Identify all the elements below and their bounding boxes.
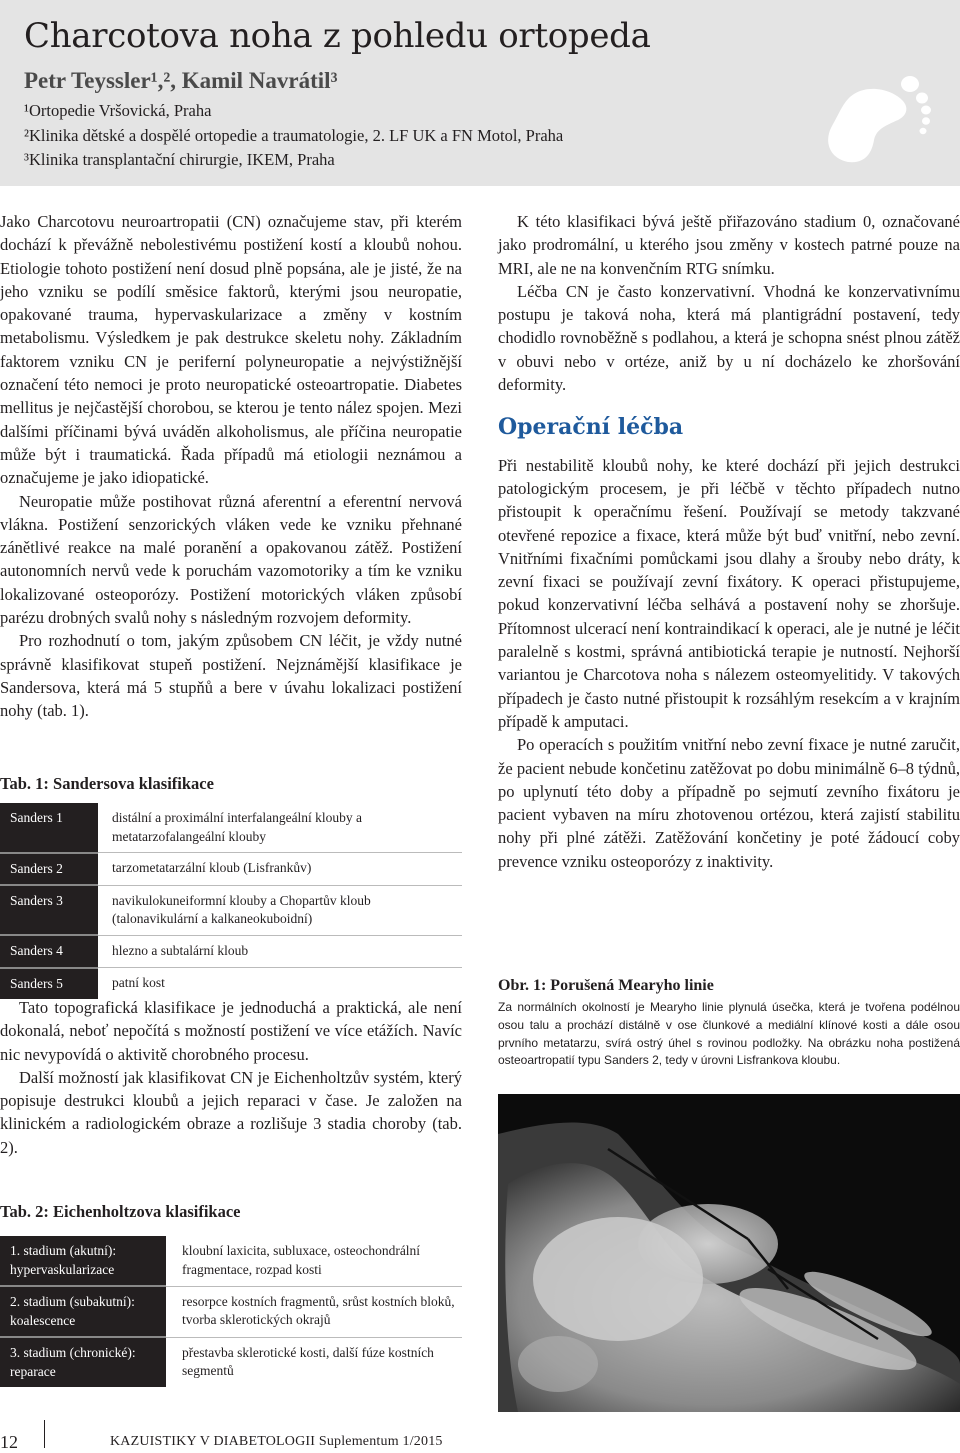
table-row xyxy=(0,1286,462,1337)
paragraph: Další možností jak klasifikovat CN je Eichenholtzův systém, který popisuje destrukci kloubů a jejich reparaci v čase. Je založen na klinickém a radiologickém obraze a rozlišuje 3 stadia choroby (tab. 2). xyxy=(0,1067,462,1157)
table-cell-stage: 2. stadium (subakutní): koalescence xyxy=(0,1286,166,1337)
paragraph: Při nestabilitě kloubů nohy, ke které dochází při jejich destrukci patologickým procesem, je při léčbě v těchto případech nutno přistoupit k operačnímu řešení. Používají se metody takzvané otevřené repozice a fixace, která může být buď vnitřní, nebo zevní. Vnitřními fixačními pomůckami jsou dlahy a šrouby nebo dráty, k zevní fixaci se používají zevní fixátory. K operaci přistupujeme, pokud konzervativní léčba selhává a postavení nohy se zhoršuje. Přítomnost ulcerací není kontraindikací k operaci, ale je nutné je léčit paralelně s kostmi, správná antibiotická terapie je nutností. Nejhorší variantou je Charcotova noha s nálezem osteomyelitidy. V takových případech je často nutné přistoupit k rozsáhlým resekcím a v krajním případě k amputaci. xyxy=(498,455,960,731)
paragraph: K této klasifikaci bývá ještě přiřazováno stadium 0, označované jako prodromální, u kterého jsou změny v kostech patrné pouze na MRI, ale ne na konvenčním RTG snímku. xyxy=(498,212,960,278)
table-1-caption: Tab. 1: Sandersova klasifikace xyxy=(0,774,214,793)
footer-divider xyxy=(44,1420,45,1448)
journal-name: KAZUISTIKY V DIABETOLOGII Suplementum 1/2015 xyxy=(110,1434,443,1449)
affiliation-3: ³Klinika transplantační chirurgie, IKEM, Praha xyxy=(24,150,335,169)
footprint-icon xyxy=(818,70,940,170)
section-heading: Operační léčba xyxy=(498,414,684,441)
table-row xyxy=(0,853,462,886)
affiliation-2: ²Klinika dětské a dospělé ortopedie a traumatologie, 2. LF UK a FN Motol, Praha xyxy=(24,126,564,145)
affiliation-1: ¹Ortopedie Vršovická, Praha xyxy=(24,101,212,120)
table-cell-desc: hlezno a subtalární kloub xyxy=(98,935,462,968)
table-row xyxy=(0,803,462,853)
sanders-table xyxy=(0,803,462,999)
table-cell-desc: kloubní laxicita, subluxace, osteochondrální fragmentace, rozpad kosti xyxy=(182,1243,421,1277)
table-row xyxy=(0,1236,462,1286)
table-cell-stage: 3. stadium (chronické): reparace xyxy=(0,1337,166,1387)
table-cell-stage: 1. stadium (akutní): hypervaskularizace xyxy=(0,1236,166,1286)
column-left xyxy=(0,210,462,723)
table-2-caption: Tab. 2: Eichenholtzova klasifikace xyxy=(0,1202,241,1221)
table-cell-stage: Sanders 4 xyxy=(0,935,98,968)
table-cell-stage: Sanders 1 xyxy=(0,803,98,853)
figure-caption-text: Za normálních okolností je Mearyho linie plynulá úsečka, která je tvořena podélnou osou talu a prochází distálně v ose člunkové a mediální klínové kosti a dále osou prvního metatarzu, svírá ostrý úhel s rovinou podložky. Na obrázku noha postižená osteoartropatií typu Sanders 2, tedy v úrovni Lisfrankova kloubu. xyxy=(498,1000,960,1068)
table-row xyxy=(0,935,462,968)
table-cell-stage: Sanders 3 xyxy=(0,885,98,935)
paragraph: Pro rozhodnutí o tom, jakým způsobem CN léčit, je vždy nutné správně klasifikovat stupeň postižení. Nejznámější klasifikace je Sandersova, která má 5 stupňů a bere v úvahu lokalizaci postižení nohy (tab. 1). xyxy=(0,631,462,721)
eichenholtz-table xyxy=(0,1236,462,1387)
table-cell-desc: patní kost xyxy=(98,968,462,1000)
paragraph: Léčba CN je často konzervativní. Vhodná ke konzervativnímu postupu je taková noha, která má plantigrádní postavení, tedy chodidlo rovnoběžně s podlahou, a která je schopna snést plnou zátěž v obuvi nebo v ortéze, aniž by u ní docházelo ke zhoršování deformity. xyxy=(498,281,960,395)
column-right xyxy=(498,210,960,873)
authors: Petr Teyssler¹,², Kamil Navrátil³ xyxy=(24,68,338,93)
article-header xyxy=(0,0,960,186)
table-row xyxy=(0,885,462,935)
figure-caption xyxy=(498,977,960,1070)
paragraph: Neuropatie může postihovat různá aferentní a eferentní nervová vlákna. Postižení senzorických vláken vede ke vzniku přehnané zánětlivé reakce na malé poranění a opakovanou zátěž. Postižení autonomních nervů vede k poruchám vazomotoriky a tím ke vzniku lokalizované osteoporózy. Postižení motorických vláken způsobí parézu drobných svalů nohy s následným rozvojem deformity. xyxy=(0,491,462,628)
page-number: 12 xyxy=(0,1432,18,1452)
table-cell-desc: distální a proximální interfalangeální klouby a metatarzofalangeální klouby xyxy=(112,810,363,844)
table-row xyxy=(0,968,462,1000)
table-cell-stage: Sanders 5 xyxy=(0,968,98,1000)
table-row xyxy=(0,1337,462,1387)
article-title: Charcotova noha z pohledu ortopeda xyxy=(24,16,651,56)
column-left-continued xyxy=(0,996,462,1159)
table-cell-desc: tarzometatarzální kloub (Lisfrankův) xyxy=(98,853,462,886)
table-cell-desc: resorpce kostních fragmentů, srůst kostních bloků, tvorba sklerotických okrajů xyxy=(166,1286,462,1337)
figure-title: Obr. 1: Porušená Mearyho linie xyxy=(498,977,714,994)
table-cell-desc: přestavba sklerotické kosti, další fúze kostních segmentů xyxy=(166,1337,462,1387)
paragraph: Po operacích s použitím vnitřní nebo zevní fixace je nutné zaručit, že pacient nebude končetinu zatěžovat po dobu minimálně 6–8 týdnů, po uplynutí této doby a případně po sejmutí zevního fixátoru je pacient vybaven na míru zhotovenou ortézou, která zajistí stabilitu nohy při plné zátěži. Zatěžování končetiny je poté žádoucí coby prevence vzniku osteoporózy z inaktivity. xyxy=(498,735,960,871)
paragraph: Tato topografická klasifikace je jednoduchá a praktická, ale není dokonalá, neboť nepočítá s možností postižení ve více etážích. Navíc nic nevypovídá o aktivitě chorobného procesu. xyxy=(0,998,462,1064)
foot-xray-graphic xyxy=(498,1094,960,1412)
paragraph: Jako Charcotovu neuroartropatii (CN) označujeme stav, při kterém dochází k převážně nebolestivému postižení kostí a kloubů nohou. Etiologie tohoto postižení není dosud plně popsána, ale je jisté, že na jeho vzniku se podílí směsice faktorů, kterými jsou neuropatie, opakované trauma, hypervaskularizace a změny v kostním metabolismu. Výsledkem je pak destrukce skeletu nohy. Základním faktorem vzniku CN je periferní polyneuropatie a nejvýstižnější označení této nemoci je proto neuropatické osteoartropatie. Diabetes mellitus je nejčastější chorobou, se kterou je tento nález spojen. Mezi dalšími příčinami bývá uváděn alkoholismus, ale příčina neuropatie může být i traumatická. Řada případů má etiologii neznámou a označujeme je jako idiopatické. xyxy=(0,212,462,488)
table-cell-stage: Sanders 2 xyxy=(0,853,98,886)
xray-image xyxy=(498,1094,960,1412)
table-cell-desc: navikulokuneiformní klouby a Chopartův kloub (talonavikulární a kalkaneokuboidní) xyxy=(98,885,462,935)
